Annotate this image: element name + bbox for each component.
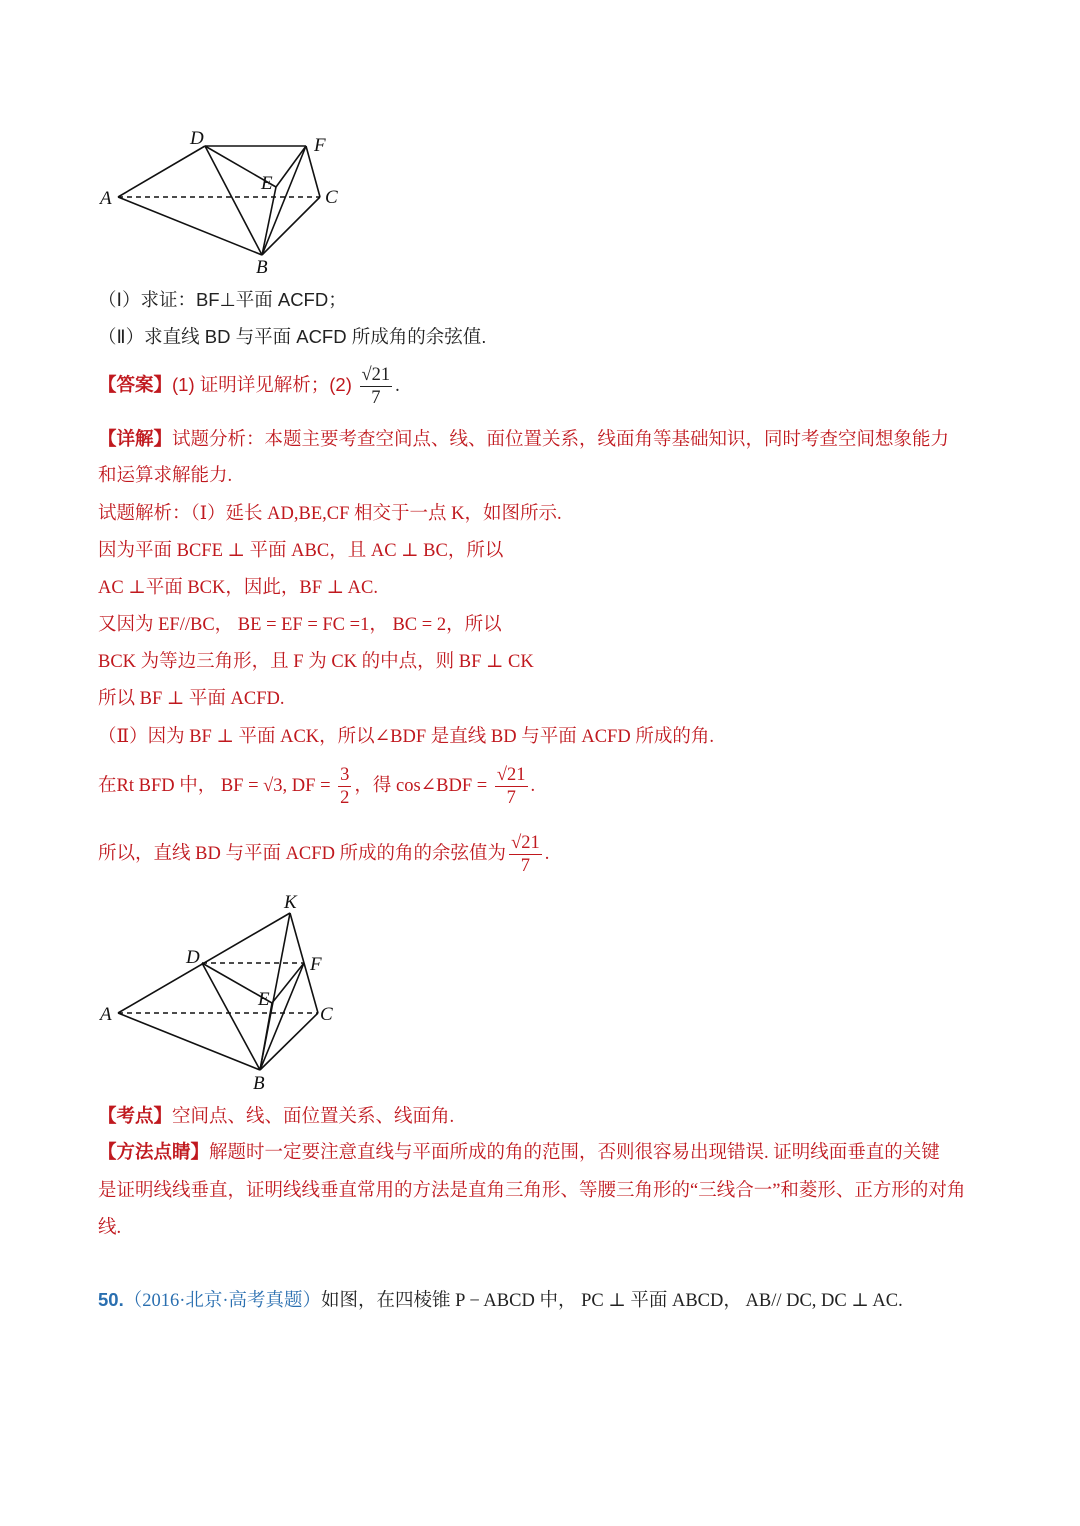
- problem-source: （2016·北京·高考真题）: [123, 1291, 322, 1311]
- detail-line-1: [98, 431, 1000, 450]
- detail-line-6: 又因为 EF//BC， BE = EF = FC =1， BC = 2，所以: [98, 615, 502, 635]
- question-part-2: （Ⅱ）求直线 BD 与平面 ACFD 所成角的余弦值.: [98, 326, 487, 347]
- answer-fraction: [360, 366, 393, 407]
- detail-line-3: 试题解析：（Ⅰ）延长 AD,BE,CF 相交于一点 K，如图所示.: [98, 504, 562, 524]
- fraction-3-2-num: 3: [340, 765, 350, 785]
- edge-AB: [118, 1013, 260, 1070]
- figure-2: [96, 890, 356, 1092]
- label-B: B: [256, 257, 268, 276]
- detail-line-2: 和运算求解能力.: [98, 466, 233, 486]
- figure-2-svg: [96, 890, 356, 1092]
- label-C: C: [320, 1004, 333, 1025]
- detail-analysis: 试题分析：本题主要考查空间点、线、面位置关系，线面角等基础知识，同时考查空间想象能力: [172, 430, 950, 450]
- detail-line-11-a: 所以，直线 BD 与平面 ACFD 所成的角的余弦值为: [98, 843, 507, 864]
- problem-text: 如图，在四棱锥 P − ABCD 中， PC ⊥ 平面 ABCD， AB// DC, DC ⊥ AC.: [321, 1291, 903, 1311]
- label-A: A: [100, 188, 112, 209]
- detail-line-10-b: ，得 cos∠BDF =: [354, 775, 488, 796]
- kaodian-tag: 【考点】: [98, 1107, 173, 1127]
- detail-line-8: 所以 BF ⊥ 平面 ACFD.: [98, 689, 285, 709]
- method-text-1: 解题时一定要注意直线与平面所成的角的范围，否则很容易出现错误. 证明线面垂直的关键: [209, 1143, 940, 1163]
- detail-line-11: [98, 834, 1000, 875]
- problem-50: [98, 1291, 1000, 1311]
- fraction-sqrt21-7-b-num: √21: [511, 833, 540, 853]
- detail-line-11-end: .: [544, 843, 550, 864]
- kaodian-text: 空间点、线、面位置关系、线面角.: [172, 1107, 455, 1127]
- fraction-sqrt21-7-a-num: √21: [496, 765, 526, 785]
- answer-line: [98, 366, 1000, 407]
- edge-FB: [260, 963, 304, 1070]
- label-C: C: [325, 187, 338, 208]
- fraction-sqrt21-7-b: [509, 834, 542, 875]
- answer-text: (1) 证明详见解析；(2): [172, 373, 352, 395]
- figure-1-svg: [96, 126, 356, 276]
- label-D: D: [186, 947, 200, 968]
- label-E: E: [261, 173, 273, 194]
- label-E: E: [258, 989, 270, 1010]
- method-line-2: 是证明线线垂直，证明线线垂直常用的方法是直角三角形、等腰三角形的“三线合一”和菱形、正方形的对角: [98, 1181, 966, 1201]
- label-D: D: [190, 128, 204, 149]
- answer-tag: 【答案】: [98, 375, 173, 396]
- detail-line-10: [98, 766, 1000, 807]
- detail-line-4: 因为平面 BCFE ⊥ 平面 ABC，且 AC ⊥ BC，所以: [98, 541, 504, 561]
- edge-AD: [118, 146, 205, 197]
- label-F: F: [310, 954, 322, 975]
- kaodian-line: [98, 1108, 1000, 1127]
- edge-FE: [276, 146, 306, 187]
- label-F: F: [314, 135, 326, 156]
- edge-CB: [262, 197, 320, 255]
- method-line-3: 线.: [98, 1218, 122, 1238]
- detail-line-9: （Ⅱ）因为 BF ⊥ 平面 ACK，所以∠BDF 是直线 BD 与平面 ACFD 所成的角.: [98, 727, 714, 747]
- fraction-sqrt21-7-a: [495, 766, 528, 807]
- fraction-3-2: [338, 766, 351, 807]
- fraction-sqrt21-7-b-den: 7: [520, 855, 531, 876]
- label-K: K: [284, 892, 297, 913]
- detail-line-10-a: 在Rt BFD 中， BF = √3, DF =: [98, 775, 331, 796]
- label-A: A: [100, 1004, 112, 1025]
- detail-tag: 【详解】: [98, 430, 173, 450]
- fraction-sqrt21-7-a-den: 7: [506, 787, 516, 808]
- detail-line-7: BCK 为等边三角形，且 F 为 CK 的中点，则 BF ⊥ CK: [98, 652, 534, 672]
- answer-end: .: [395, 375, 400, 396]
- answer-fraction-denominator: 7: [371, 387, 381, 408]
- edge-FB: [262, 146, 306, 255]
- method-tag: 【方法点睛】: [98, 1143, 210, 1163]
- fraction-3-2-den: 2: [340, 787, 350, 808]
- question-part-1: （Ⅰ）求证：BF⊥平面 ACFD；: [98, 289, 347, 310]
- figure-1: [96, 126, 356, 276]
- edge-AB: [118, 197, 262, 255]
- label-B: B: [253, 1073, 265, 1092]
- answer-fraction-numerator: √21: [361, 365, 391, 385]
- detail-line-10-end: .: [530, 775, 536, 796]
- method-line-1: [98, 1144, 1000, 1163]
- detail-line-5: AC ⊥平面 BCK，因此，BF ⊥ AC.: [98, 578, 378, 598]
- problem-number: 50.: [98, 1289, 124, 1310]
